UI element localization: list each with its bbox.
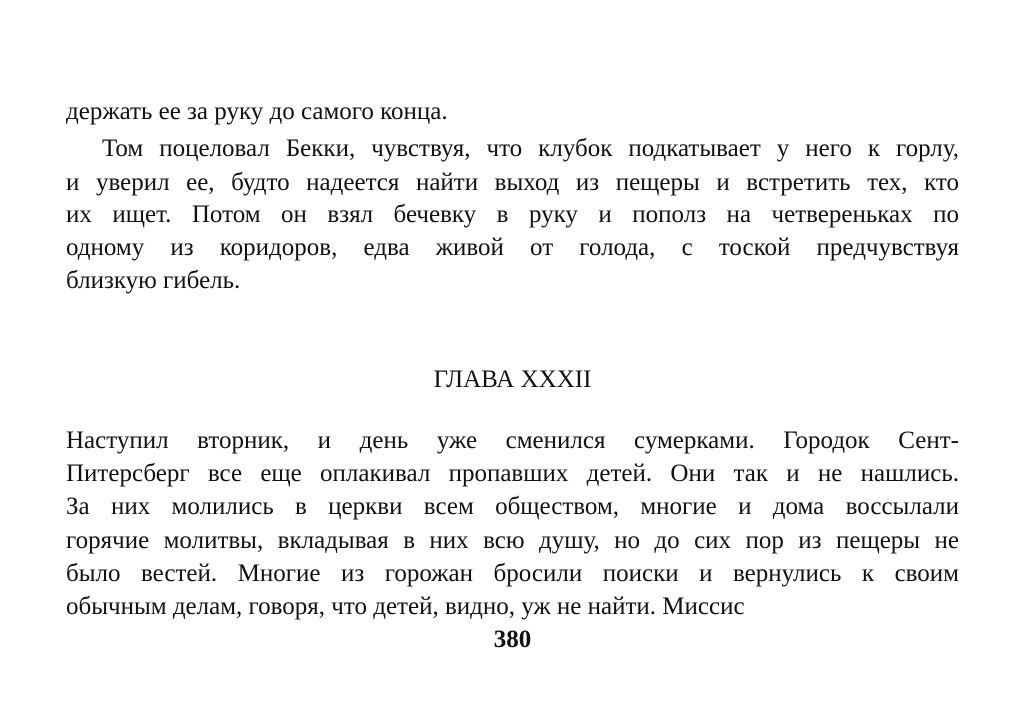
text-line: обычным делам, говоря, что детей, видно, уж не найти. Миссис [66,593,745,620]
text-line: За них молились в церкви всем обществом, многие и дома воссылали [66,493,959,520]
text-line: их ищет. Потом он взял бечевку в руку и пополз на четвереньках по [66,201,959,228]
book-page [66,0,959,723]
text-line: было вестей. Многие из горожан бросили поиски и вернулись к своим [66,560,959,587]
page-number: 380 [493,626,532,653]
text-line: близкую гибель. [66,267,241,294]
chapter-title: ГЛАВА XXXII [433,366,592,393]
text-line: горячие молитвы, вкладывая в них всю душу, но до сих пор из пещеры не [66,527,959,554]
text-line: Том поцеловал Бекки, чувствуя, что клубок подкатывает у него к горлу, [102,135,959,162]
text-line: держать ее за руку до самого конца. [66,98,448,125]
text-line: Питерсберг все еще оплакивал пропавших детей. Они так и не нашлись. [66,460,959,487]
text-line: Наступил вторник, и день уже сменился сумерками. Городок Сент- [66,427,959,454]
text-line: и уверил ее, будто надеется найти выход из пещеры и встретить тех, кто [66,169,959,196]
text-line: одному из коридоров, едва живой от голода, с тоской предчувствуя [66,234,959,261]
